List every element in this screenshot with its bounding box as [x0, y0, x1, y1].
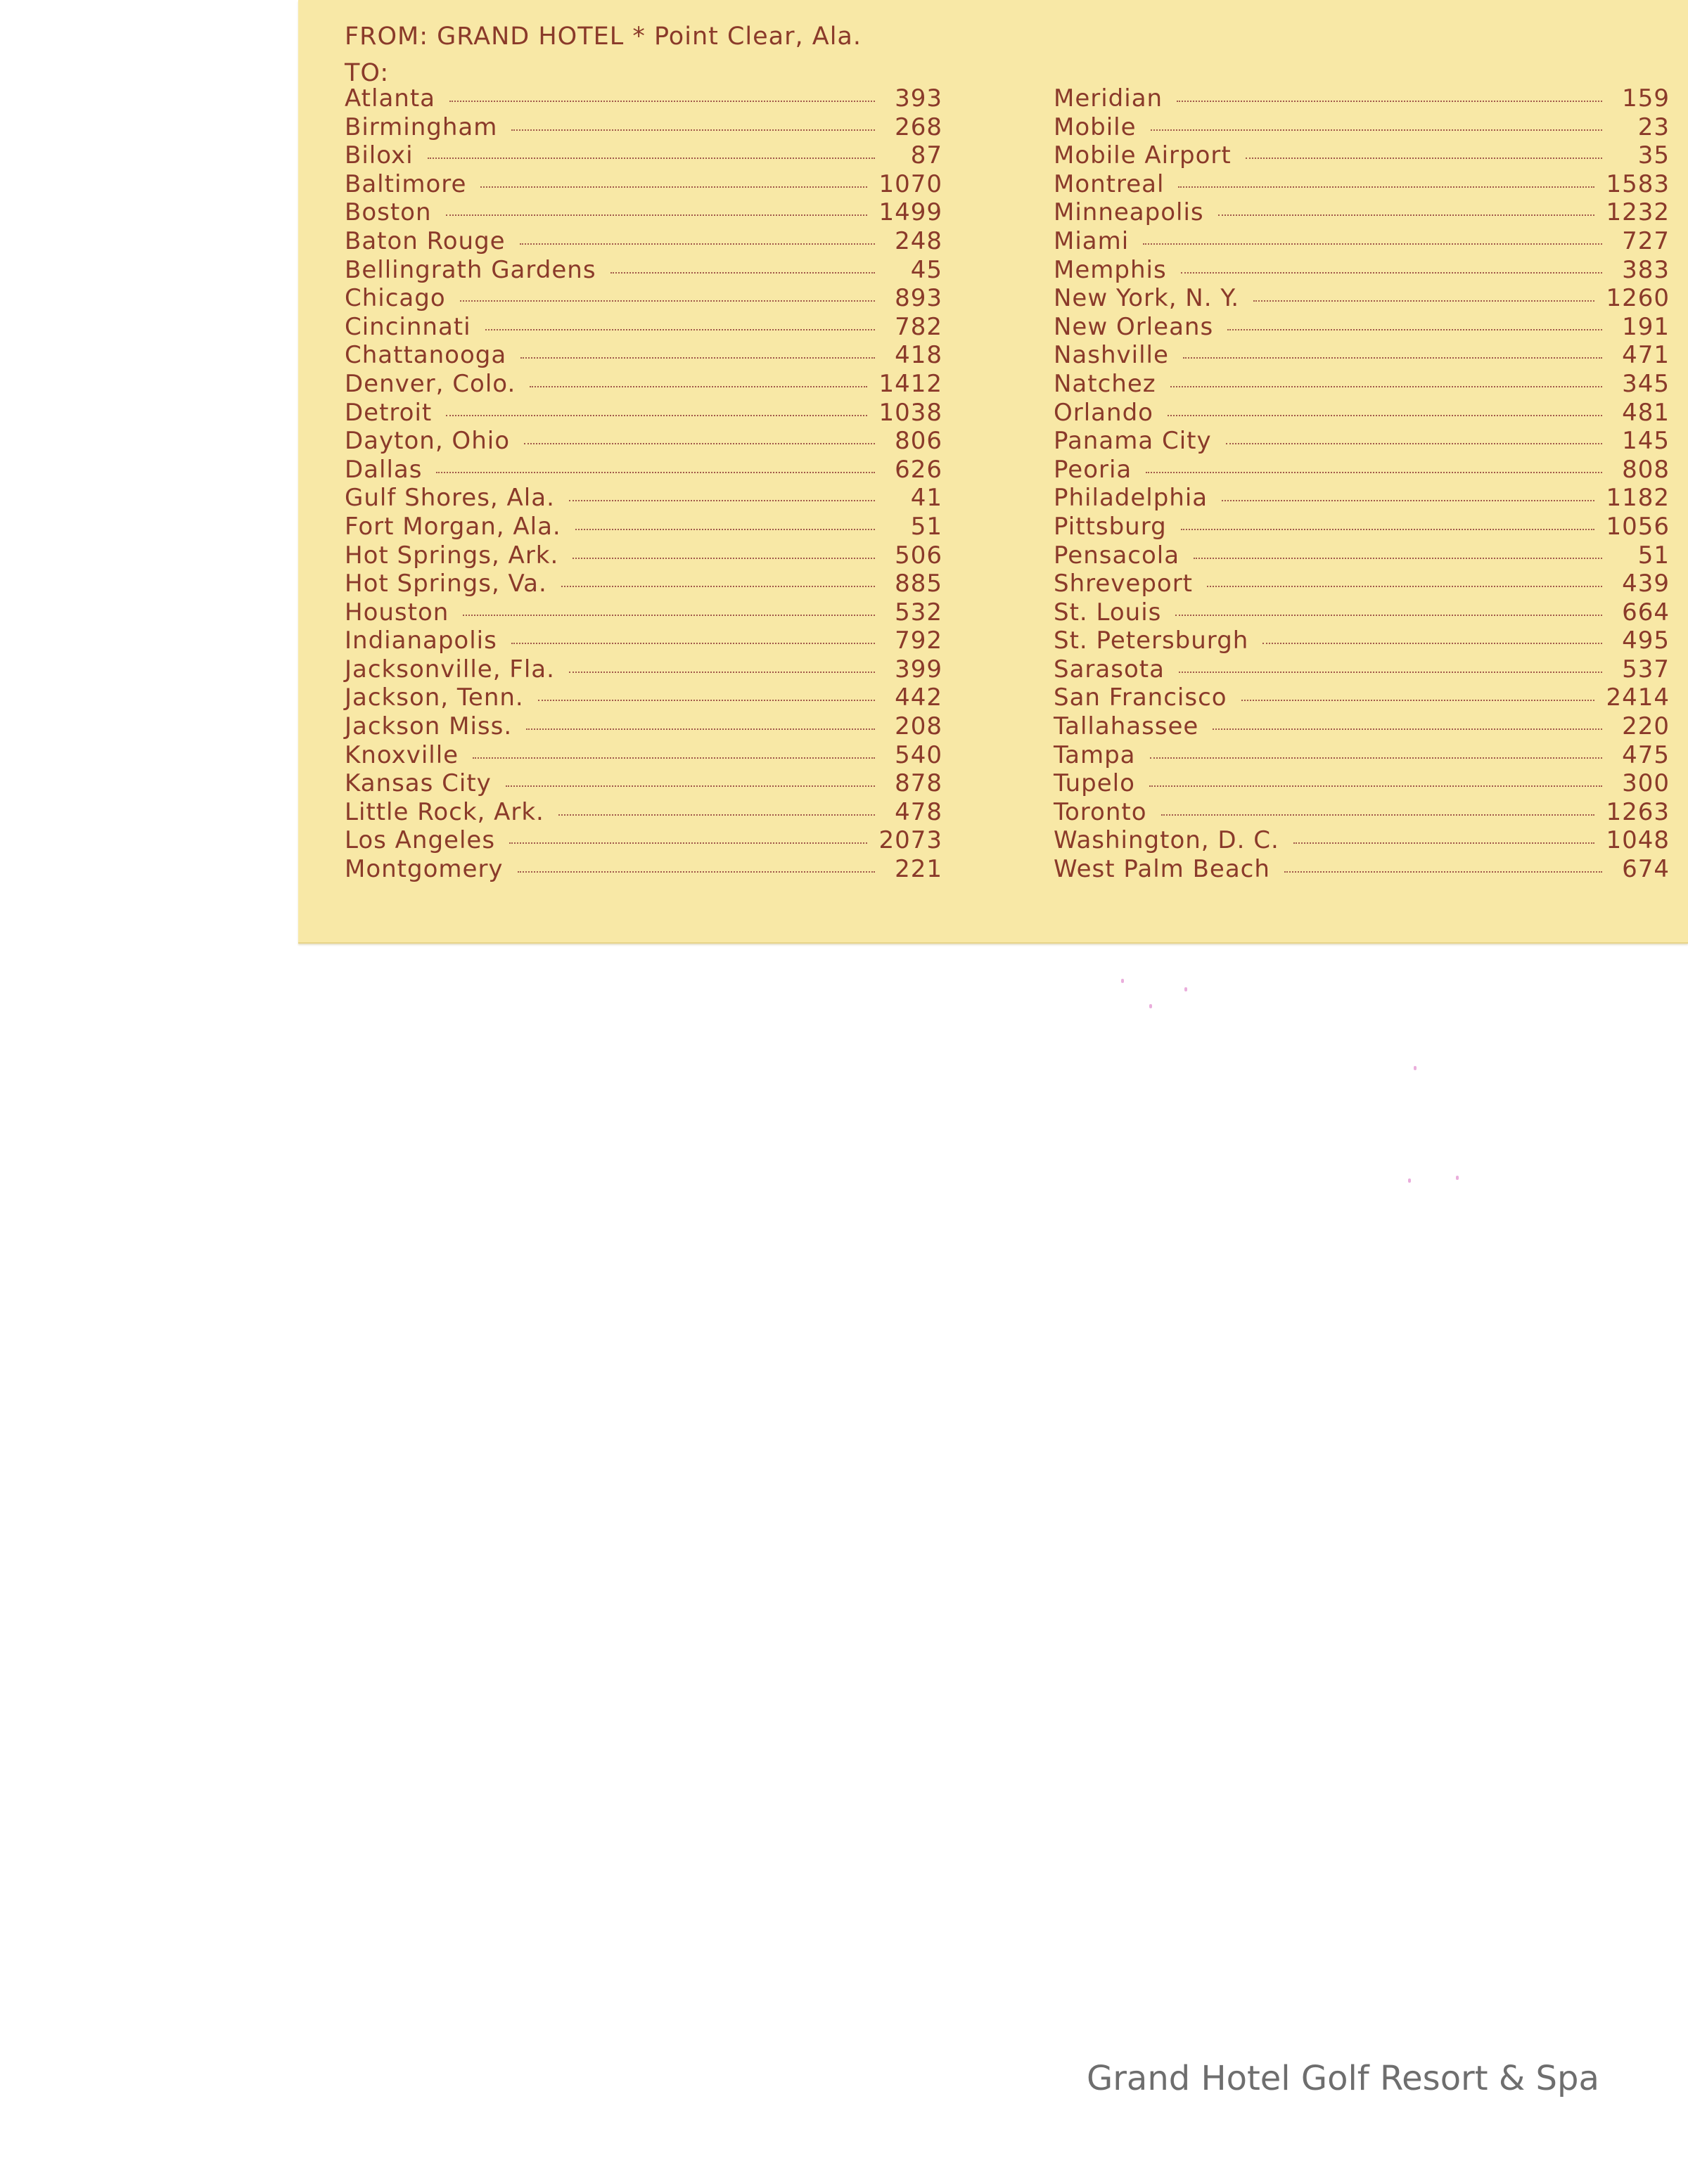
dot-leader — [436, 472, 875, 473]
dot-leader — [1177, 101, 1602, 102]
distance-row — [1054, 655, 1670, 684]
city-name: Gulf Shores, Ala. — [345, 484, 555, 513]
city-name: Mobile — [1054, 113, 1137, 141]
distance-value: 248 — [895, 226, 942, 255]
distance-value: 383 — [1622, 255, 1670, 284]
city-name: Dallas — [345, 455, 423, 484]
distance-row — [345, 570, 942, 598]
city-name: Los Angeles — [345, 826, 496, 855]
distance-row — [345, 284, 942, 313]
city-name: Fort Morgan, Ala. — [345, 512, 561, 541]
city-name: New York, N. Y. — [1054, 284, 1240, 313]
city-name: Hot Springs, Ark. — [345, 541, 559, 570]
city-name: Montgomery — [345, 855, 504, 884]
city-name: Orlando — [1054, 398, 1153, 427]
distance-row — [345, 855, 942, 884]
dot-leader — [1207, 586, 1602, 587]
dot-leader — [526, 728, 875, 730]
distance-value: 1056 — [1606, 512, 1670, 541]
city-name: San Francisco — [1054, 683, 1227, 712]
dot-leader — [1194, 558, 1602, 559]
distance-value: 35 — [1637, 141, 1670, 170]
dot-leader — [1293, 842, 1595, 844]
distance-row — [345, 341, 942, 370]
city-name: St. Louis — [1054, 598, 1162, 627]
city-name: Meridian — [1054, 84, 1163, 113]
city-name: Natchez — [1054, 369, 1156, 398]
dot-leader — [485, 329, 875, 330]
dot-leader — [1262, 643, 1602, 644]
dot-leader — [1170, 386, 1602, 387]
distance-value: 478 — [895, 797, 942, 826]
distance-value: 442 — [895, 683, 942, 712]
city-name: Nashville — [1054, 341, 1169, 370]
distance-row — [1054, 198, 1670, 227]
dot-leader — [1218, 214, 1595, 216]
distance-row — [345, 798, 942, 827]
distance-value: 808 — [1622, 455, 1670, 484]
distance-row — [1054, 570, 1670, 598]
distance-row — [345, 198, 942, 227]
distance-row — [345, 627, 942, 655]
dot-leader — [569, 672, 875, 673]
dot-leader — [561, 586, 875, 587]
distance-row — [345, 683, 942, 712]
distance-value: 220 — [1622, 712, 1670, 741]
city-name: Boston — [345, 198, 432, 227]
city-name: Shreveport — [1054, 570, 1194, 598]
distance-value: 806 — [895, 427, 942, 456]
distance-value: 792 — [895, 627, 942, 655]
distance-row — [1054, 712, 1670, 741]
dot-leader — [518, 871, 875, 873]
distance-row — [345, 655, 942, 684]
distance-row — [1054, 227, 1670, 256]
city-name: Dayton, Ohio — [345, 427, 510, 456]
distance-value: 345 — [1622, 369, 1670, 398]
distance-row — [1054, 141, 1670, 170]
distance-value: 537 — [1622, 655, 1670, 683]
city-name: West Palm Beach — [1054, 855, 1270, 884]
distance-row — [1054, 399, 1670, 428]
dot-leader — [463, 615, 875, 616]
distance-value: 532 — [895, 598, 942, 627]
distance-row — [1054, 484, 1670, 513]
distance-value: 393 — [895, 84, 942, 113]
distance-row — [1054, 284, 1670, 313]
mileage-card — [298, 0, 1688, 944]
distance-row — [1054, 427, 1670, 456]
dot-leader — [1143, 243, 1602, 245]
city-name: Toronto — [1054, 797, 1147, 826]
dot-leader — [1222, 500, 1594, 501]
city-name: Philadelphia — [1054, 484, 1208, 513]
distance-value: 2414 — [1606, 683, 1670, 712]
distance-row — [1054, 855, 1670, 884]
distance-row — [345, 84, 942, 113]
dot-leader — [1150, 757, 1602, 759]
dot-leader — [509, 842, 867, 844]
distance-value: 885 — [895, 570, 942, 598]
city-name: Jacksonville, Fla. — [345, 655, 555, 683]
city-name: Jackson Miss. — [345, 712, 513, 741]
distance-value: 540 — [895, 740, 942, 769]
to-line: TO: — [345, 59, 390, 87]
dot-leader — [1179, 672, 1602, 673]
distance-row — [345, 484, 942, 513]
city-name: Detroit — [345, 398, 433, 427]
city-name: Minneapolis — [1054, 198, 1204, 227]
dot-leader — [449, 101, 875, 102]
distance-value: 878 — [895, 769, 942, 798]
distance-row — [345, 712, 942, 741]
city-name: Miami — [1054, 226, 1130, 255]
dot-leader — [1168, 415, 1602, 416]
dot-leader — [428, 158, 875, 159]
dot-leader — [1181, 529, 1595, 530]
city-name: Baton Rouge — [345, 226, 506, 255]
city-name: Cincinnati — [345, 312, 471, 341]
dot-leader — [1227, 329, 1602, 330]
dot-leader — [1161, 814, 1595, 816]
distance-value: 893 — [895, 284, 942, 313]
distance-value: 475 — [1622, 740, 1670, 769]
distance-value: 471 — [1622, 341, 1670, 370]
dot-leader — [558, 814, 875, 816]
ink-speck — [1149, 1004, 1152, 1008]
distance-row — [345, 227, 942, 256]
distance-value: 268 — [895, 113, 942, 141]
distance-row — [1054, 598, 1670, 627]
distance-value: 51 — [1637, 541, 1670, 570]
distance-row — [345, 113, 942, 142]
distance-row — [345, 769, 942, 798]
distance-value: 191 — [1622, 312, 1670, 341]
distance-value: 1038 — [878, 398, 942, 427]
dot-leader — [524, 443, 875, 444]
distance-value: 41 — [910, 484, 942, 513]
city-name: Memphis — [1054, 255, 1167, 284]
distance-row — [1054, 170, 1670, 199]
distance-row — [1054, 741, 1670, 770]
distance-value: 300 — [1622, 769, 1670, 798]
distance-row — [345, 170, 942, 199]
dot-leader — [460, 300, 875, 302]
city-name: Birmingham — [345, 113, 498, 141]
distance-row — [345, 313, 942, 342]
distance-row — [1054, 627, 1670, 655]
city-name: Tampa — [1054, 740, 1136, 769]
dot-leader — [520, 357, 875, 359]
distance-value: 1232 — [1606, 198, 1670, 227]
ink-speck — [1408, 1178, 1411, 1183]
dot-leader — [1183, 357, 1602, 359]
city-name: Mobile Airport — [1054, 141, 1232, 170]
distance-row — [1054, 256, 1670, 285]
distance-row — [1054, 341, 1670, 370]
distance-row — [345, 456, 942, 484]
dot-leader — [573, 558, 875, 559]
distance-row — [1054, 84, 1670, 113]
distance-value: 418 — [895, 341, 942, 370]
city-name: Houston — [345, 598, 449, 627]
distance-row — [345, 541, 942, 570]
city-name: Biloxi — [345, 141, 414, 170]
dot-leader — [610, 272, 875, 274]
distance-row — [345, 741, 942, 770]
dot-leader — [511, 643, 875, 644]
ink-speck — [1456, 1176, 1459, 1180]
dot-leader — [1226, 443, 1602, 444]
dot-leader — [1151, 129, 1602, 131]
dot-leader — [473, 757, 875, 759]
city-name: Chicago — [345, 284, 446, 313]
distance-value: 23 — [1637, 113, 1670, 141]
distance-value: 87 — [910, 141, 942, 170]
distance-value: 664 — [1622, 598, 1670, 627]
city-name: Atlanta — [345, 84, 435, 113]
distance-row — [1054, 513, 1670, 541]
distance-value: 439 — [1622, 570, 1670, 598]
card-header — [345, 18, 862, 91]
dot-leader — [511, 129, 875, 131]
distance-row — [345, 141, 942, 170]
city-name: Kansas City — [345, 769, 492, 798]
dot-leader — [520, 243, 875, 245]
distance-value: 506 — [895, 541, 942, 570]
city-name: Panama City — [1054, 427, 1212, 456]
dot-leader — [538, 700, 875, 701]
distance-value: 208 — [895, 712, 942, 741]
dot-leader — [1284, 871, 1602, 873]
distance-row — [345, 513, 942, 541]
dot-leader — [480, 186, 867, 188]
distance-value: 1583 — [1606, 169, 1670, 198]
distance-row — [1054, 456, 1670, 484]
distance-value: 2073 — [878, 826, 942, 855]
distance-value: 399 — [895, 655, 942, 683]
distance-row — [1054, 370, 1670, 399]
distance-value: 1048 — [1606, 826, 1670, 855]
dot-leader — [1181, 272, 1602, 274]
city-name: Tupelo — [1054, 769, 1135, 798]
distance-row — [1054, 113, 1670, 142]
ink-speck — [1414, 1066, 1417, 1070]
distance-value: 145 — [1622, 427, 1670, 456]
ink-speck — [1121, 979, 1124, 983]
distance-value: 1070 — [878, 169, 942, 198]
dot-leader — [575, 529, 875, 530]
distance-value: 1499 — [878, 198, 942, 227]
distance-value: 495 — [1622, 627, 1670, 655]
distance-value: 1182 — [1606, 484, 1670, 513]
city-name: New Orleans — [1054, 312, 1214, 341]
distance-row — [1054, 769, 1670, 798]
city-name: Pensacola — [1054, 541, 1180, 570]
distance-value: 626 — [895, 455, 942, 484]
distance-row — [1054, 798, 1670, 827]
dot-leader — [530, 386, 867, 387]
dot-leader — [1146, 472, 1602, 473]
left-distance-column — [345, 84, 942, 884]
distance-value: 674 — [1622, 855, 1670, 884]
city-name: Montreal — [1054, 169, 1165, 198]
distance-row — [345, 399, 942, 428]
distance-value: 159 — [1622, 84, 1670, 113]
distance-row — [1054, 683, 1670, 712]
dot-leader — [446, 415, 867, 416]
dot-leader — [446, 214, 868, 216]
distance-value: 45 — [910, 255, 942, 284]
dot-leader — [1178, 186, 1594, 188]
distance-row — [345, 826, 942, 855]
ink-speck — [1184, 987, 1187, 991]
right-distance-column — [1054, 84, 1670, 884]
city-name: Bellingrath Gardens — [345, 255, 596, 284]
distance-row — [345, 427, 942, 456]
from-line: FROM: GRAND HOTEL * Point Clear, Ala. — [345, 23, 862, 51]
city-name: Little Rock, Ark. — [345, 797, 544, 826]
city-name: Hot Springs, Va. — [345, 570, 547, 598]
distance-row — [1054, 541, 1670, 570]
distance-row — [1054, 826, 1670, 855]
footer-credit: Grand Hotel Golf Resort & Spa — [1087, 2059, 1599, 2098]
distance-row — [1054, 313, 1670, 342]
dot-leader — [1149, 785, 1602, 787]
city-name: Pittsburg — [1054, 512, 1167, 541]
distance-row — [345, 370, 942, 399]
city-name: Peoria — [1054, 455, 1132, 484]
distance-value: 1260 — [1606, 284, 1670, 313]
distance-value: 727 — [1622, 226, 1670, 255]
dot-leader — [569, 500, 875, 501]
city-name: Jackson, Tenn. — [345, 683, 524, 712]
city-name: Tallahassee — [1054, 712, 1199, 741]
distance-row — [345, 598, 942, 627]
city-name: Knoxville — [345, 740, 459, 769]
dot-leader — [1175, 615, 1602, 616]
city-name: Washington, D. C. — [1054, 826, 1279, 855]
dot-leader — [506, 785, 875, 787]
city-name: Denver, Colo. — [345, 369, 516, 398]
distance-value: 221 — [895, 855, 942, 884]
distance-value: 481 — [1622, 398, 1670, 427]
dot-leader — [1213, 728, 1602, 730]
city-name: Indianapolis — [345, 627, 497, 655]
city-name: St. Petersburgh — [1054, 627, 1249, 655]
distance-value: 1412 — [878, 369, 942, 398]
city-name: Sarasota — [1054, 655, 1165, 683]
dot-leader — [1246, 158, 1602, 159]
distance-row — [345, 256, 942, 285]
city-name: Chattanooga — [345, 341, 507, 370]
dot-leader — [1241, 700, 1595, 701]
distance-value: 51 — [910, 512, 942, 541]
dot-leader — [1253, 300, 1594, 302]
distance-value: 782 — [895, 312, 942, 341]
distance-value: 1263 — [1606, 797, 1670, 826]
city-name: Baltimore — [345, 169, 467, 198]
